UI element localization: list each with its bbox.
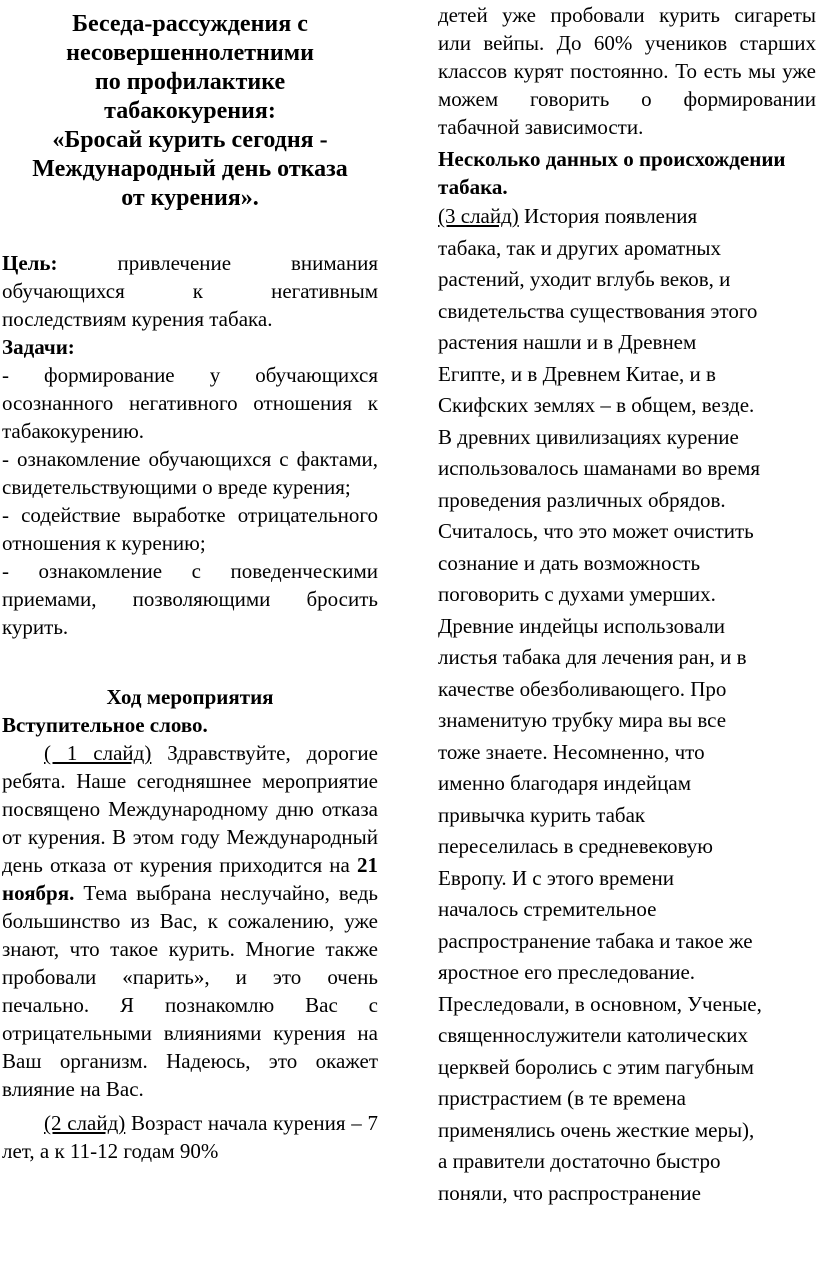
slide1-text: Здравствуйте, дорогие ребята. Наше сегодняшнее мероприятие посвящено Международному дню отказа от курения. В этом году Международный день отказа от курения приходится на <box>2 741 378 877</box>
origin-line: переселилась в средневековую <box>438 834 713 858</box>
origin-line: качестве обезболивающего. Про <box>438 676 727 701</box>
origin-line: знаменитую трубку мира вы все <box>438 708 727 732</box>
origin-line: а правители достаточно быстро <box>438 1149 721 1173</box>
origin-line: поговорить с духами умерших. <box>438 582 716 606</box>
slide2-paragraph <box>2 1109 378 1165</box>
slide1-label: ( 1 слайд) <box>44 741 152 765</box>
origin-line: растений, уходит вглубь веков, и <box>438 267 731 291</box>
origin-line: проведения различных обрядов. <box>438 487 726 512</box>
origin-line: поняли, что распространение <box>438 1180 701 1205</box>
origin-line: табака, так и других ароматных <box>438 235 722 260</box>
origin-line: пристрастием (в те времена <box>438 1086 686 1110</box>
origin-line: использовалось шаманами во время <box>438 456 761 480</box>
origin-line: В древних цивилизациях курение <box>438 424 739 449</box>
origin-line: свидетельства существования этого <box>438 298 758 323</box>
task-item: - содействие выработке отрицательного отношения к курению; <box>2 503 378 555</box>
origin-line: применялись очень жесткие меры), <box>438 1117 755 1142</box>
slide3-label: (3 слайд) <box>438 204 519 228</box>
origin-line: Египте, и в Древнем Китае, и в <box>438 361 716 386</box>
origin-line: Европу. И с этого времени <box>438 865 674 890</box>
origin-line: История появления <box>524 204 698 228</box>
origin-line: началось стремительное <box>438 897 657 921</box>
slide2-label: (2 слайд) <box>44 1111 126 1135</box>
title-line: несовершеннолетними <box>66 40 314 66</box>
goal-paragraph <box>2 249 378 333</box>
continuation-paragraph: детей уже пробовали курить сигареты или вейпы. До 60% учеников старших классов курят постоянно. То есть мы уже можем говорить о формировании табачной зависимости. <box>438 3 816 139</box>
origin-line: Древние индейцы использовали <box>438 613 726 638</box>
left-column <box>2 0 378 1165</box>
slide1-text-continued: Тема выбрана неслучайно, ведь большинство из Вас, к сожалению, уже знают, что такое курить. Многие также пробовали «парить», и это очень печально. Я познакомлю Вас с отрицательными влияниями курения на Ваш организм. Надеюсь, это окажет влияние на Вас. <box>2 881 379 1101</box>
origin-line: распространение табака и такое же <box>438 928 753 953</box>
origin-line: сознание и дать возможность <box>438 550 701 575</box>
origin-line: священнослужители католических <box>438 1023 749 1047</box>
origin-line: Скифских землях – в общем, везде. <box>438 393 755 417</box>
event-date: 21 ноября. <box>2 853 378 905</box>
event-heading: Ход мероприятия <box>106 685 274 709</box>
title-line: по профилактике <box>94 69 286 95</box>
task-item: - ознакомление обучающихся с фактами, свидетельствующими о вреде курения; <box>2 447 378 499</box>
origin-heading: Несколько данных о происхождении табака. <box>438 147 786 199</box>
origin-line: привычка курить табак <box>438 802 646 827</box>
origin-line: растения нашли и в Древнем <box>438 330 697 354</box>
slide2-text: Возраст начала курения – 7 лет, а к 11-12 годам 90% <box>2 1111 378 1163</box>
origin-line: именно благодаря индейцам <box>438 771 692 795</box>
origin-line: церквей боролись с этим пагубным <box>438 1054 754 1079</box>
title-line: от курения». <box>121 185 259 211</box>
origin-line: тоже знаете. Несомненно, что <box>438 739 705 764</box>
right-column <box>438 0 816 1209</box>
title-line: табакокурения: <box>104 98 276 124</box>
origin-line: яростное его преследование. <box>438 960 696 984</box>
origin-line: Преследовали, в основном, Ученые, <box>438 991 762 1016</box>
title-line: Беседа-рассуждения с <box>72 11 308 37</box>
intro-heading: Вступительное слово. <box>2 713 208 737</box>
tasks-label: Задачи: <box>2 335 75 359</box>
title-line: «Бросай курить сегодня - <box>52 127 328 153</box>
goal-text: привлечение внимания обучающихся к негативным последствиям курения табака. <box>2 251 378 331</box>
origin-body <box>438 201 816 1209</box>
task-item: - формирование у обучающихся осознанного негативного отношения к табакокурению. <box>2 363 378 443</box>
title-line: Международный день отказа <box>32 156 348 182</box>
origin-line: листья табака для лечения ран, и в <box>438 645 747 669</box>
slide1-paragraph <box>2 739 378 1103</box>
task-item: - ознакомление с поведенческими приемами, позволяющими бросить курить. <box>2 559 378 639</box>
origin-line: Считалось, что это может очистить <box>438 519 754 543</box>
goal-label: Цель: <box>2 251 58 275</box>
document-title <box>2 10 378 213</box>
